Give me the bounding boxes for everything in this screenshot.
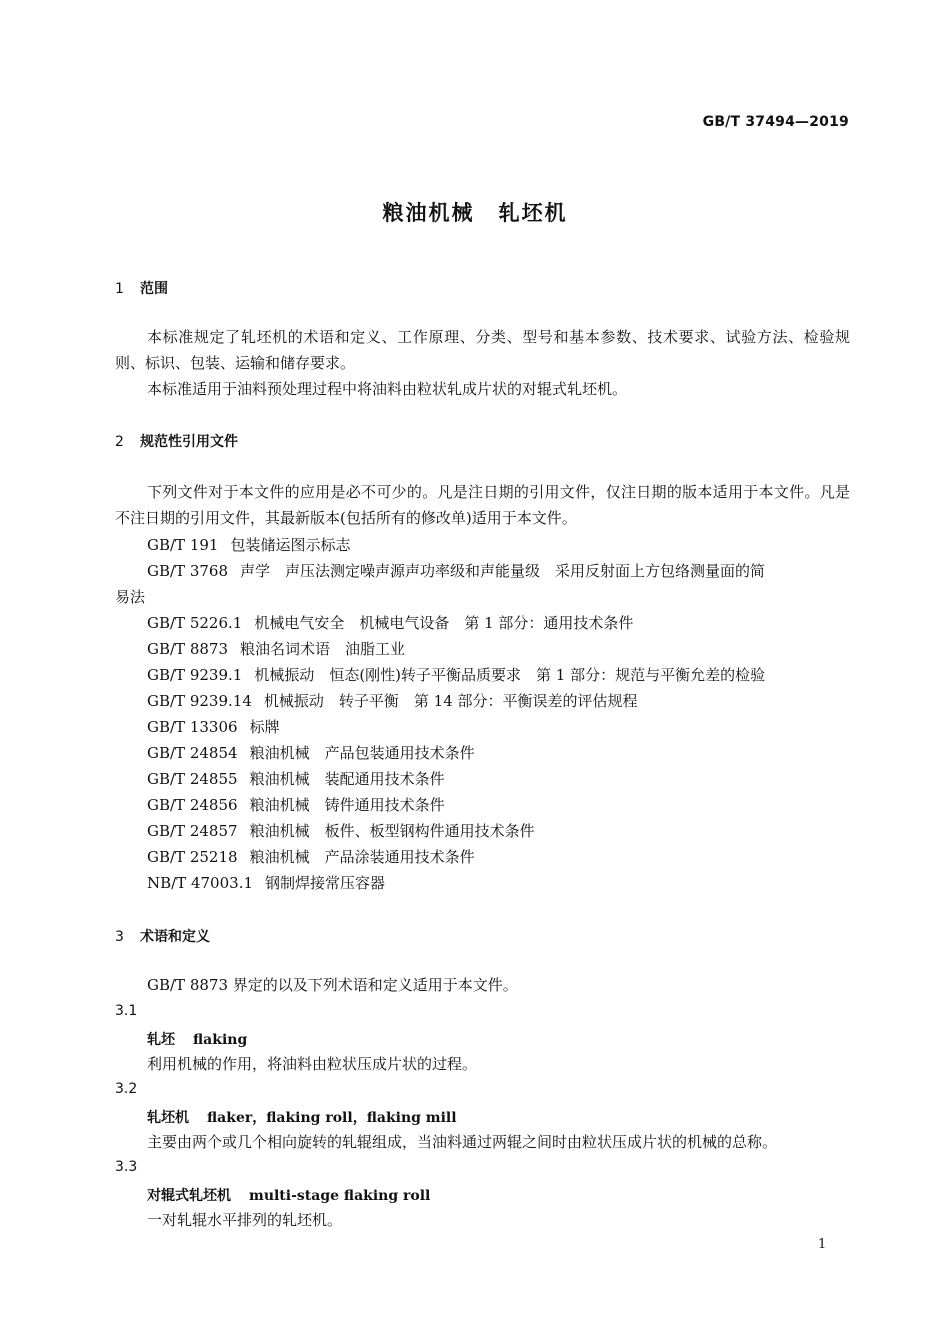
reference-code: GB/T 24856 <box>147 796 238 814</box>
reference-code: GB/T 9239.14 <box>147 692 252 710</box>
term-heading <box>147 1029 247 1049</box>
scope-paragraph-2: 本标准适用于油料预处理过程中将油料由粒状轧成片状的对辊式轧坯机。 <box>147 380 628 398</box>
reference-code: GB/T 24857 <box>147 822 238 840</box>
section-number: 2 <box>115 434 124 450</box>
term-number: 3.1 <box>115 1003 138 1019</box>
term-heading <box>147 1185 430 1205</box>
section-title: 范围 <box>140 281 168 297</box>
reference-code: GB/T 24854 <box>147 744 238 762</box>
reference-code: GB/T 24855 <box>147 770 238 788</box>
reference-code: GB/T 191 <box>147 536 219 554</box>
reference-item <box>147 664 765 685</box>
term-english: flaking <box>193 1032 248 1048</box>
title-part-2: 轧坯机 <box>498 201 568 225</box>
reference-item <box>147 612 633 633</box>
reference-title: 标牌 <box>249 718 280 736</box>
reference-title: 粮油机械 装配通用技术条件 <box>249 770 445 788</box>
reference-item <box>147 742 475 763</box>
reference-title: 机械振动 恒态(刚性)转子平衡品质要求 第 1 部分：规范与平衡允差的检验 <box>254 666 766 684</box>
document-number: GB/T 37494—2019 <box>702 114 849 130</box>
term-chinese: 轧坯 <box>147 1032 175 1048</box>
term-english: multi-stage flaking roll <box>249 1188 431 1204</box>
section-heading-1 <box>115 278 168 298</box>
reference-item <box>147 690 638 711</box>
reference-item <box>147 872 385 893</box>
reference-title: 机械振动 转子平衡 第 14 部分：平衡误差的评估规程 <box>263 692 638 710</box>
section-heading-3 <box>115 926 210 946</box>
scope-paragraph-1: 本标准规定了轧坯机的术语和定义、工作原理、分类、型号和基本参数、技术要求、试验方法、检验规则、标识、包装、运输和储存要求。 <box>115 328 850 372</box>
reference-title: 机械电气安全 机械电气设备 第 1 部分：通用技术条件 <box>254 614 634 632</box>
reference-item <box>147 820 535 841</box>
reference-item <box>147 716 280 737</box>
reference-item <box>147 794 445 815</box>
reference-item <box>147 768 445 789</box>
reference-title: 粮油机械 板件、板型钢构件通用技术条件 <box>249 822 535 840</box>
term-number: 3.2 <box>115 1081 138 1097</box>
reference-title: 粮油机械 产品包装通用技术条件 <box>249 744 475 762</box>
term-definition: 利用机械的作用，将油料由粒状压成片状的过程。 <box>147 1055 478 1073</box>
page-title <box>0 197 950 227</box>
reference-code: GB/T 9239.1 <box>147 666 243 684</box>
reference-code: NB/T 47003.1 <box>147 874 254 892</box>
reference-item <box>147 638 405 659</box>
reference-code: GB/T 3768 <box>147 562 229 580</box>
reference-title: 粮油机械 铸件通用技术条件 <box>249 796 445 814</box>
term-english: flaker，flaking roll，flaking mill <box>207 1110 457 1126</box>
reference-title: 粮油名词术语 油脂工业 <box>240 640 406 658</box>
reference-title: 包装储运图示标志 <box>230 536 351 554</box>
section-title: 术语和定义 <box>140 929 210 945</box>
reference-code: GB/T 13306 <box>147 718 238 736</box>
reference-code: GB/T 25218 <box>147 848 238 866</box>
term-number: 3.3 <box>115 1159 138 1175</box>
title-part-1: 粮油机械 <box>382 201 475 225</box>
term-chinese: 对辊式轧坯机 <box>147 1188 231 1204</box>
term-definition: 一对轧辊水平排列的轧坯机。 <box>147 1211 343 1229</box>
term-chinese: 轧坯机 <box>147 1110 189 1126</box>
section-heading-2 <box>115 431 238 451</box>
reference-title: 钢制焊接常压容器 <box>265 874 386 892</box>
reference-title: 声学 声压法测定噪声源声功率级和声能量级 采用反射面上方包络测量面的简 <box>240 562 766 580</box>
reference-item <box>147 846 475 867</box>
section-number: 3 <box>115 929 124 945</box>
term-heading <box>147 1107 457 1127</box>
reference-code: GB/T 8873 <box>147 640 229 658</box>
reference-continuation: 易法 <box>115 588 146 606</box>
terms-intro: GB/T 8873 界定的以及下列术语和定义适用于本文件。 <box>147 976 518 994</box>
term-definition: 主要由两个或几个相向旋转的轧辊组成，当油料通过两辊之间时由粒状压成片状的机械的总称。 <box>147 1133 778 1151</box>
reference-title: 粮油机械 产品涂装通用技术条件 <box>249 848 475 866</box>
section-number: 1 <box>115 281 124 297</box>
reference-item <box>147 560 765 581</box>
reference-item <box>147 534 350 555</box>
references-intro: 下列文件对于本文件的应用是必不可少的。凡是注日期的引用文件，仅注日期的版本适用于本文件。凡是不注日期的引用文件，其最新版本(包括所有的修改单)适用于本文件。 <box>115 483 850 527</box>
page-number: 1 <box>818 1237 827 1252</box>
section-title: 规范性引用文件 <box>140 434 238 450</box>
reference-code: GB/T 5226.1 <box>147 614 243 632</box>
